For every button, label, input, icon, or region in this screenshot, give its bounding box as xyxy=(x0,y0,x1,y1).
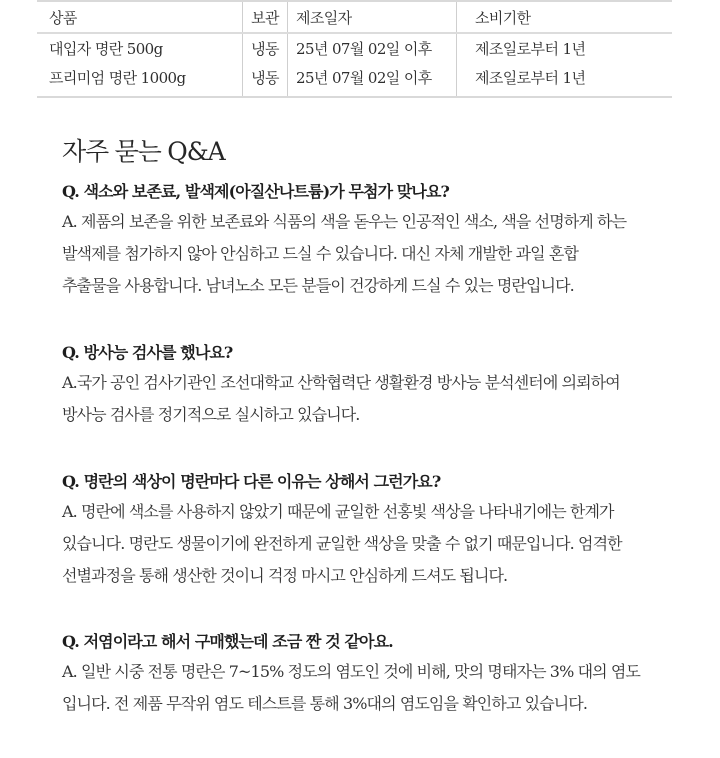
cell-expiry: 제조일로부터 1년 xyxy=(457,63,673,96)
qa-answer-line: A. 일반 시중 전통 명란은 7~15% 정도의 염도인 것에 비해, 맛의 명태자는 3% 대의 염도 xyxy=(62,662,640,681)
cell-mfg-date: 25년 07월 02일 이후 xyxy=(288,33,457,63)
cell-product: 프리미엄 명란 1000g xyxy=(49,69,186,87)
qa-answer-line: 입니다. 전 제품 무작위 염도 테스트를 통해 3%대의 염도임을 확인하고 있습니다. xyxy=(62,694,588,713)
qa-answer-line: 선별과정을 통해 생산한 것이니 걱정 마시고 안심하게 드셔도 됩니다. xyxy=(62,566,508,585)
product-spec-table xyxy=(37,0,672,98)
qa-question: Q. 저염이라고 해서 구매했는데 조금 짠 것 같아요. xyxy=(62,632,393,651)
qa-answer-line: A. 제품의 보존을 위한 보존료와 식품의 색을 돋우는 인공적인 색소, 색을 선명하게 하는 xyxy=(62,212,627,231)
qa-item xyxy=(62,341,662,431)
cell-storage: 냉동 xyxy=(243,63,288,96)
table-header-row xyxy=(37,2,672,33)
cell-storage: 냉동 xyxy=(243,33,288,63)
qa-question: Q. 색소와 보존료, 발색제(아질산나트륨)가 무첨가 맞나요? xyxy=(62,182,449,201)
qa-answer xyxy=(62,206,662,302)
header-storage: 보관 xyxy=(243,2,288,33)
qa-section-title: 자주 묻는 Q&A xyxy=(62,137,225,166)
cell-mfg-date: 25년 07월 02일 이후 xyxy=(288,63,457,96)
qa-list xyxy=(62,180,662,758)
qa-answer-line: 발색제를 첨가하지 않아 안심하고 드실 수 있습니다. 대신 자체 개발한 과일 혼합 xyxy=(62,244,579,263)
qa-question: Q. 방사능 검사를 했나요? xyxy=(62,343,233,362)
cell-expiry: 제조일로부터 1년 xyxy=(457,33,673,63)
qa-item xyxy=(62,630,662,720)
table-row xyxy=(37,33,672,63)
qa-item xyxy=(62,180,662,302)
qa-answer-line: A.국가 공인 검사기관인 조선대학교 산학협력단 생활환경 방사능 분석센터에 의뢰하여 xyxy=(62,373,620,392)
table-bottom-rule xyxy=(37,96,672,98)
qa-answer-line: 있습니다. 명란도 생물이기에 완전하게 균일한 색상을 맞출 수 없기 때문입니다. 엄격한 xyxy=(62,534,622,553)
header-expiry: 소비기한 xyxy=(457,2,673,33)
qa-question: Q. 명란의 색상이 명란마다 다른 이유는 상해서 그런가요? xyxy=(62,472,441,491)
qa-answer xyxy=(62,656,662,720)
qa-answer xyxy=(62,367,662,431)
qa-answer xyxy=(62,496,662,592)
qa-item xyxy=(62,470,662,592)
header-product: 상품 xyxy=(37,2,243,33)
qa-answer-line: 추출물을 사용합니다. 남녀노소 모든 분들이 건강하게 드실 수 있는 명란입니다. xyxy=(62,276,574,295)
qa-answer-line: 방사능 검사를 정기적으로 실시하고 있습니다. xyxy=(62,405,360,424)
header-mfg-date: 제조일자 xyxy=(288,2,457,33)
qa-answer-line: A. 명란에 색소를 사용하지 않았기 때문에 균일한 선홍빛 색상을 나타내기에는 한계가 xyxy=(62,502,614,521)
table-row xyxy=(37,63,672,96)
cell-product: 대입자 명란 500g xyxy=(49,40,163,58)
